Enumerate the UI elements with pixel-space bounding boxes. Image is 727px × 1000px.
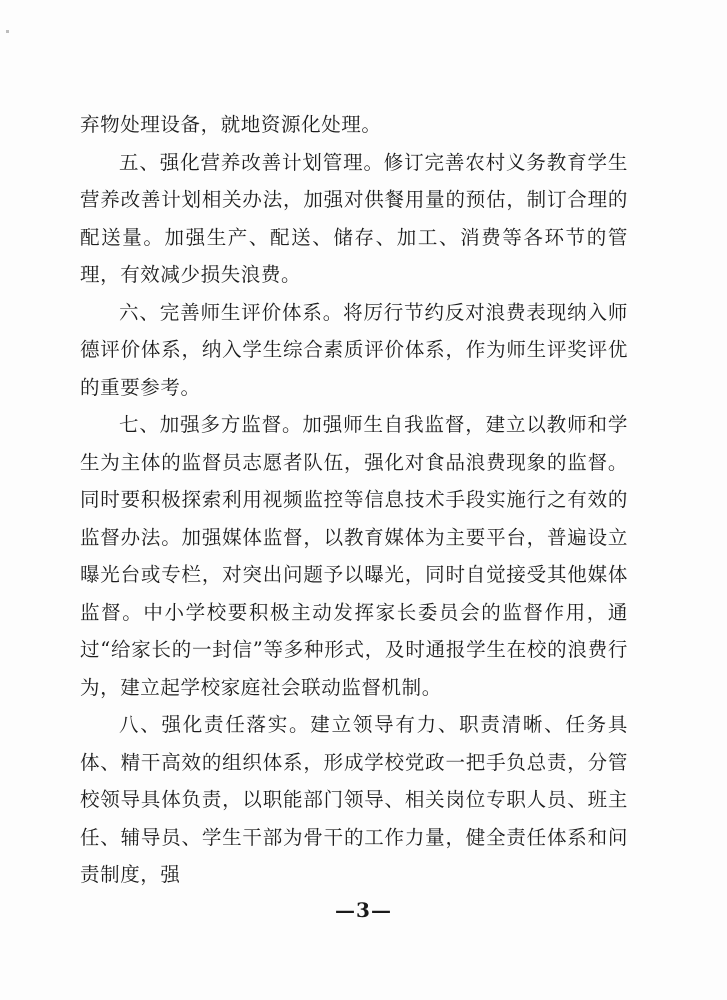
paragraph-supervision: 七、加强多方监督。加强师生自我监督，建立以教师和学生为主体的监督员志愿者队伍，强化对食品浪费现象的监督。同时要积极探索利用视频监控等信息技术手段实施行之有效的监督办法。加强媒体监督，以教育媒体为主要平台，普遍设立曝光台或专栏，对突出问题予以曝光，同时自觉接受其他媒体监督。中小学校要积极主动发挥家长委员会的监督作用，通过“给家长的一封信”等多种形式，及时通报学生在校的浪费行为，建立起学校家庭社会联动监督机制。 (80, 413, 628, 699)
body-text (80, 106, 628, 894)
paragraph-continuation: 弃物处理设备，就地资源化处理。 (80, 113, 382, 136)
page-number: —3— (335, 898, 392, 922)
paragraph-nutrition-plan: 五、强化营养改善计划管理。修订完善农村义务教育学生营养改善计划相关办法，加强对供餐用量的预估，制订合理的配送量。加强生产、配送、储存、加工、消费等各环节的管理，有效减少损失浪费。 (80, 150, 628, 286)
scan-speck (6, 30, 9, 33)
paragraph-evaluation-system: 六、完善师生评价体系。将厉行节约反对浪费表现纳入师德评价体系，纳入学生综合素质评价体系，作为师生评奖评优的重要参考。 (80, 300, 628, 399)
paragraph-responsibility: 八、强化责任落实。建立领导有力、职责清晰、任务具体、精干高效的组织体系，形成学校党政一把手负总责，分管校领导具体负责，以职能部门领导、相关岗位专职人员、班主任、辅导员、学生干部为骨干的工作力量，健全责任体系和问责制度，强 (80, 713, 628, 886)
